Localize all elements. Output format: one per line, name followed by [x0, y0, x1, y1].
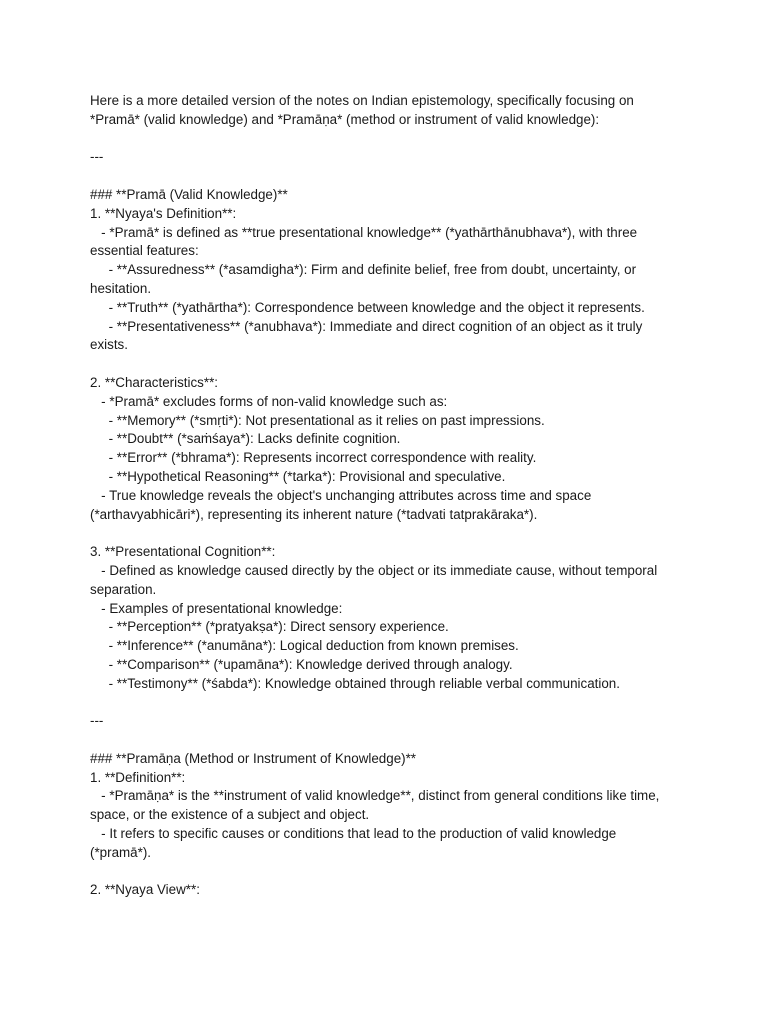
text-line: - **Assuredness** (*asamdigha*): Firm and definite belief, free from doubt, uncertainty, or [90, 262, 637, 278]
blank-line [90, 524, 690, 543]
text-line: space, or the existence of a subject and object. [90, 807, 370, 823]
text-line: --- [90, 713, 104, 729]
text-line: - Examples of presentational knowledge: [90, 600, 343, 616]
blank-line [90, 731, 690, 750]
text-line: - **Memory** (*smṛti*): Not presentational as it relies on past impressions. [90, 412, 545, 428]
text-line: separation. [90, 581, 157, 597]
text-line: 1. **Nyaya's Definition**: [90, 205, 237, 221]
text-line: 3. **Presentational Cognition**: [90, 544, 276, 560]
text-line: --- [90, 149, 104, 165]
text-line: Here is a more detailed version of the notes on Indian epistemology, specifically focusing on [90, 93, 634, 108]
text-line: essential features: [90, 243, 199, 259]
text-line: (*arthavyabhicāri*), representing its inherent nature (*tadvati tatprakāraka*). [90, 506, 538, 522]
blank-line [90, 355, 690, 374]
text-line: ### **Pramāṇa (Method or Instrument of Knowledge)** [90, 750, 417, 766]
text-line: - **Hypothetical Reasoning** (*tarka*): Provisional and speculative. [90, 468, 506, 484]
blank-line [90, 863, 690, 882]
blank-line [90, 130, 690, 149]
text-line: - True knowledge reveals the object's unchanging attributes across time and space [90, 487, 592, 503]
text-line: *Pramā* (valid knowledge) and *Pramāṇa* (method or instrument of valid knowledge): [90, 111, 600, 127]
text-line: exists. [90, 337, 128, 353]
text-line: ### **Pramā (Valid Knowledge)** [90, 186, 288, 202]
text-line: 2. **Nyaya View**: [90, 882, 200, 898]
text-line: - *Pramā* is defined as **true presentational knowledge** (*yathārthānubhava*), with three [90, 224, 638, 240]
text-line: - **Inference** (*anumāna*): Logical deduction from known premises. [90, 638, 519, 654]
text-line: - **Error** (*bhrama*): Represents incorrect correspondence with reality. [90, 450, 537, 466]
text-line: - **Doubt** (*saṁśaya*): Lacks definite cognition. [90, 431, 401, 447]
blank-line [90, 167, 690, 186]
text-line: 1. **Definition**: [90, 769, 186, 785]
text-line: hesitation. [90, 280, 152, 296]
text-line: - It refers to specific causes or conditions that lead to the production of valid knowledge [90, 826, 617, 842]
document-page [90, 92, 690, 900]
text-line: - *Pramā* excludes forms of non-valid knowledge such as: [90, 393, 448, 409]
text-line: (*pramā*). [90, 844, 152, 860]
text-line: 2. **Characteristics**: [90, 374, 219, 390]
blank-line [90, 694, 690, 713]
text-line: - **Truth** (*yathārtha*): Correspondence between knowledge and the object it represents. [90, 299, 645, 315]
text-line: - Defined as knowledge caused directly by the object or its immediate cause, without temporal [90, 562, 658, 578]
text-line: - *Pramāṇa* is the **instrument of valid knowledge**, distinct from general conditions like time, [90, 788, 660, 804]
text-line: - **Testimony** (*śabda*): Knowledge obtained through reliable verbal communication. [90, 675, 620, 691]
text-line: - **Comparison** (*upamāna*): Knowledge derived through analogy. [90, 656, 513, 672]
text-line: - **Perception** (*pratyakṣa*): Direct sensory experience. [90, 619, 449, 635]
text-line: - **Presentativeness** (*anubhava*): Immediate and direct cognition of an object as it truly [90, 318, 643, 334]
